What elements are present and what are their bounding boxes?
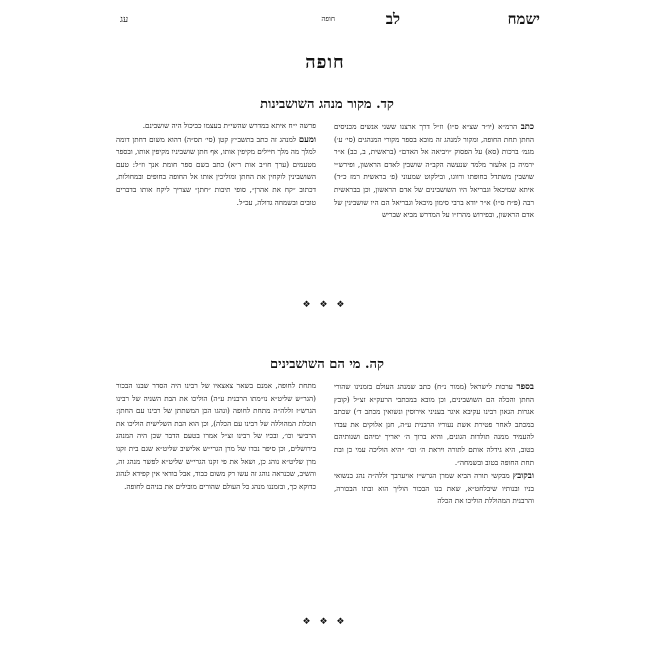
paragraph-text: מבקשי תורה הביא שמרן הגרש״ז אויערבך זללה״ה נהג בנשואי בניו ובנותיו שיבלחט״א, שאת בנו הבכור הוליך הוא ובתו הבכורה, והרבנית המהוללת הוליכו את הכלה — [334, 471, 534, 506]
section-divider: ❖ ❖ ❖ — [302, 300, 348, 310]
paragraph-text: למנהג זה כתב בתשב״ץ קטן (סי׳ תס״ה) דהוא משום דחתן דומה למלך מה מלך חיילים מקיפין אותו, אף חתן שושביניו מקיפין אותו, ובספר מטעמים (ערך חו״ב אות ר״א) כתב בשם ספר חומת אנך וז״ל: טעם השושבינין לוקחין את החתן ומוליכין אותו אל החופה בחופים ובמחולות, דכתוב ״קח את אהרן״, סופי תיבות ״חתן״ שצריך ליקח אותו בדברים טובים ובשמחה גדולה, עכ״ל. — [116, 134, 316, 207]
section-2-left-column — [116, 380, 316, 493]
section-1-left-column — [116, 120, 316, 209]
paragraph — [334, 469, 534, 508]
paragraph — [116, 133, 316, 210]
paragraph — [334, 380, 534, 469]
section-2-right-column — [334, 380, 534, 508]
paragraph-text: הרמ״א (יו״ד שצ״א ס״ו) וז״ל דרך ארצנו ששני אנשים מכניסים החתן תחת החופה, ומקור למנהג זה מובא בספר מקורי המנהגים (סי׳ ע׳) מגמ׳ ברכות (סא) על הפסוק ״ויביאה אל האדם״ (בראשית, ב, כב) א״ר ירמיה בן אלעזר מלמד שנעשה הקב״ה שושבין לאדם הראשון, ופירש״י שושבין משתדל בחופתו ורווגו, ובילקוט שמעוני (פ׳ בראשית רמז כ״ד) איתא שמיכאל וגבריאל היו השושבינים של אדם הראשון, וכן בבראשית רבה (פ״ח ס״ו) א״ר יודא ברבי סימון מיכאל וגבריאל הם היו שושבינין של אדם הראשון, ובפירוש מהרז״ו על המדרש מביא שבריש — [334, 122, 534, 220]
paragraph-lead-word: בספר — [516, 381, 534, 391]
book-title: ישמח — [507, 10, 540, 28]
book-badge: לב — [385, 10, 400, 28]
section-title: קד. מקור מנהג השושבינות — [260, 97, 394, 112]
paragraph-lead-word: ובקובץ — [512, 470, 534, 481]
section-title: קה. מי הם השושבינים — [270, 357, 384, 372]
section-1-right-column — [334, 120, 534, 222]
paragraph — [116, 120, 316, 133]
paragraph-text: פרשה י״ח איתא במדרש שהשי״ת בעצמו כביכול היה שושבינם. — [142, 121, 316, 130]
page-number: עג — [120, 15, 129, 25]
paragraph-text: מתחת לחופה, אמנם בשאר צאצאיו של רבינו היה הסדר שבנו הבכור (הגר״ש שליט״א נו״מתו הרבנית ע״ה) הוליכו את הבת השניה של רבינו הגרש״ז זללה״ה מתחת לחופה (ונהגו הכן המשתתן של רבינו עם החתן: תוכלת המהוללה של רבינו עם הכלה), וכן הוא הבת השלישית הוליכו את הרביעי וכו׳, ובכיו של רבינו זצ״ל אמרו בטעם הדבר שכן היה המנהג בירושלים, וכן סיפר נכדו של מרן הגרי״ש אלישיב שליט״א שגם בית זקנו מרן שליט״א נוהג כן, ושאל את פי זקנו הגרי״ש שליט״א לפשר מנהג זה, והשיב, שכנראה נוהג זה עשו רק משום כבוד, אבל בודאי אין קפידא לנהוג כדוקא כך, ובזמננו מנהג כל העולם שהורים מובילים את בניהם לחופה. — [116, 381, 316, 491]
paragraph — [116, 380, 316, 493]
paragraph-text: ערכות לישראל (ממור נ״ח) כתב שמנהג העולם בזמנינו שהורי החתן והכלה הם השושבינים, וכן מובא במכתבי הרעק״א זצ״ל (קובץ אגרות הגאון רבינו עקיבא איגר בעניני אירוסין ונשואין מכתב ד׳) שכתב במכתב לאחר פטירת אשת נעוריו הרבנית ע״ה, חנן אלוקים את עבדו להעמיד ממנה תולדות הגונים, והיא ברוך ה׳ יאריך ימיהם ושנותיהם בטוב, היא גידלה אותם לתורה ויראת ה׳ וכו׳ ״היא הוליכה עמי כן ובת תחת החופה בטוב ובשמחה״. — [334, 382, 534, 467]
chapter-title: חופה — [305, 52, 345, 73]
paragraph-lead-word: ומעם — [298, 133, 316, 144]
paragraph-lead-word: כתב — [520, 121, 534, 131]
running-header — [120, 12, 540, 30]
section-divider: ❖ ❖ ❖ — [302, 617, 348, 627]
paragraph — [334, 120, 534, 222]
running-subtitle: חופה — [321, 15, 335, 23]
